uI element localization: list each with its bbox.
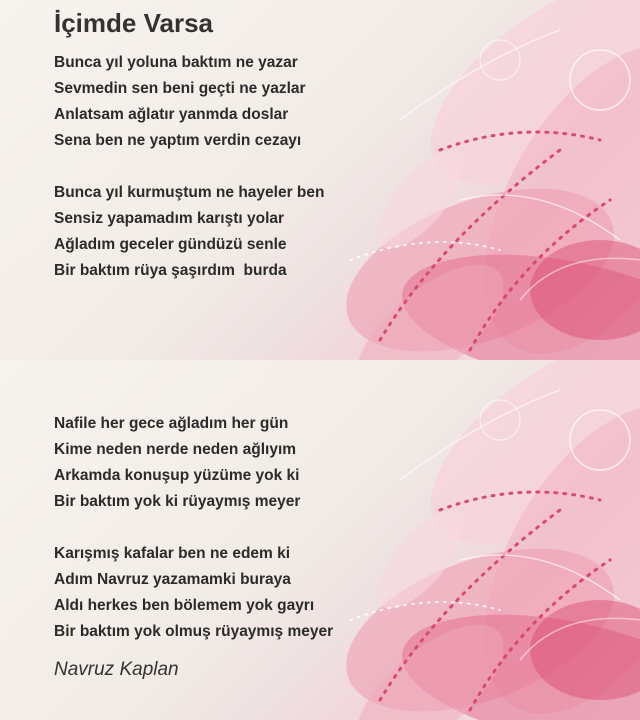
poem-line: Arkamda konuşup yüzüme yok ki (54, 467, 300, 484)
poem-line: Adım Navruz yazamamki buraya (54, 571, 291, 588)
poem-title: İçimde Varsa (54, 8, 213, 38)
stanza-1 (54, 50, 306, 154)
poem-author: Navruz Kaplan (54, 659, 179, 680)
stanza-3 (54, 411, 300, 515)
poem-line: Bir baktım rüya şaşırdım burda (54, 262, 287, 279)
poem-line: Nafile her gece ağladım her gün (54, 415, 289, 432)
poem-line: Karışmış kafalar ben ne edem ki (54, 545, 291, 562)
poem-line: Kime neden nerde neden ağlıyım (54, 441, 297, 458)
poem-line: Sensiz yapamadım karıştı yolar (54, 210, 285, 227)
poem-line: Anlatsam ağlatır yanmda doslar (54, 106, 289, 123)
poem-line: Sena ben ne yaptım verdin cezayı (54, 132, 302, 149)
poem-line: Ağladım geceler gündüzü senle (54, 236, 287, 253)
poem-line: Sevmedin sen beni geçti ne yazlar (54, 80, 306, 97)
poem-line: Bunca yıl yoluna baktım ne yazar (54, 54, 298, 71)
poem-line: Bir baktım yok olmuş rüyaymış meyer (54, 623, 334, 640)
stanza-4 (54, 541, 333, 645)
poem-line: Aldı herkes ben bölemem yok gayrı (54, 597, 315, 614)
poem-line: Bunca yıl kurmuştum ne hayeler ben (54, 184, 325, 201)
poem-panel-bottom (0, 360, 640, 720)
stanza-2 (54, 180, 324, 284)
poem-line: Bir baktım yok ki rüyaymış meyer (54, 493, 301, 510)
